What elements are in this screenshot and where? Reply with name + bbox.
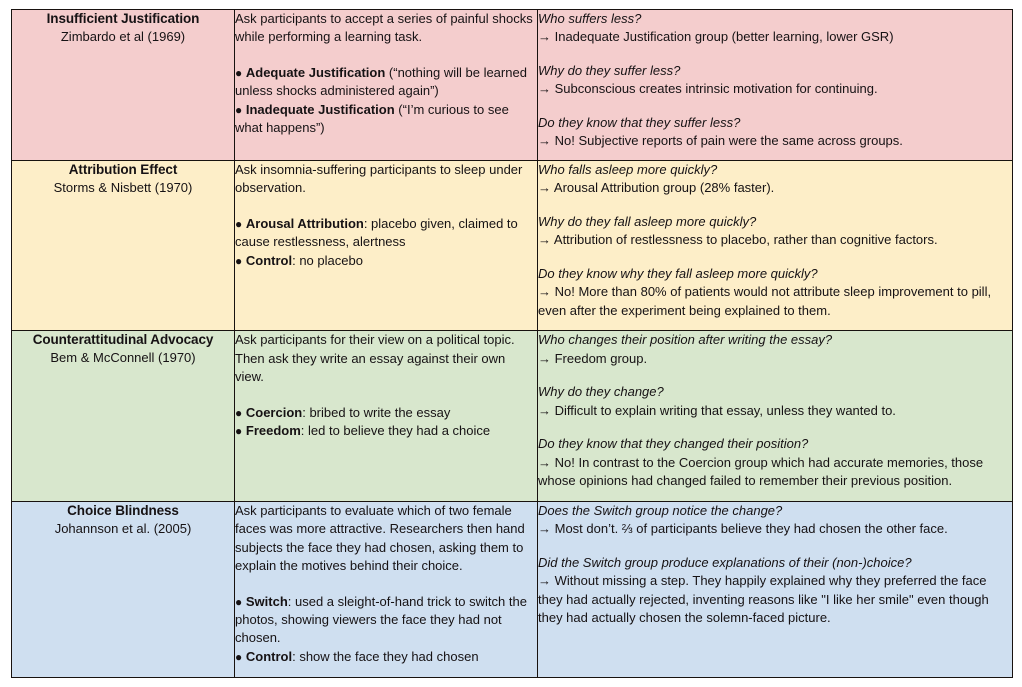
table-body bbox=[12, 10, 1013, 678]
qa-block bbox=[538, 383, 1012, 420]
experiments-comparison-table bbox=[11, 9, 1013, 678]
findings-cell bbox=[538, 331, 1013, 501]
study-citation: Johannson et al. (2005) bbox=[54, 520, 192, 536]
condition-term: Adequate Justification bbox=[245, 64, 386, 80]
qa-block bbox=[538, 502, 1012, 539]
finding-question: Do they know that they suffer less? bbox=[538, 114, 741, 130]
finding-question: Do they know why they fall asleep more quickly? bbox=[538, 265, 818, 281]
study-citation: Zimbardo et al (1969) bbox=[60, 29, 186, 45]
qa-block bbox=[538, 213, 1012, 250]
qa-block bbox=[538, 265, 1012, 320]
finding-answer: → Attribution of restlessness to placebo, rather than cognitive factors. bbox=[538, 232, 938, 248]
comparison-table-container bbox=[11, 9, 1012, 678]
finding-answer: → Freedom group. bbox=[538, 350, 648, 366]
study-label-cell bbox=[12, 10, 235, 161]
finding-question: Why do they fall asleep more quickly? bbox=[538, 213, 757, 229]
finding-question: Who changes their position after writing the essay? bbox=[538, 332, 833, 348]
finding-answer: → No! In contrast to the Coercion group which had accurate memories, those whose opinions had changed failed to remember their previous position. bbox=[538, 454, 984, 488]
method-intro: Ask insomnia-suffering participants to sleep under observation. bbox=[235, 161, 523, 196]
condition-term: Switch bbox=[245, 593, 288, 609]
qa-block bbox=[538, 554, 1012, 628]
method-condition-list bbox=[235, 404, 537, 441]
qa-block bbox=[538, 114, 1012, 151]
list-item bbox=[235, 252, 537, 270]
condition-term: Coercion bbox=[245, 404, 303, 420]
list-item bbox=[235, 101, 537, 138]
method-intro: Ask participants for their view on a political topic. Then ask they write an essay against their own view. bbox=[235, 332, 515, 385]
finding-answer: → No! More than 80% of patients would not attribute sleep improvement to pill, even after the experiment being explained to them. bbox=[538, 284, 992, 318]
finding-answer: → Difficult to explain writing that essay, unless they wanted to. bbox=[538, 402, 896, 418]
condition-term: Arousal Attribution bbox=[245, 215, 364, 231]
finding-answer: → Arousal Attribution group (28% faster). bbox=[538, 180, 775, 196]
finding-question: Do they know that they changed their position? bbox=[538, 436, 809, 452]
condition-detail: : bribed to write the essay bbox=[302, 404, 451, 420]
study-title: Insufficient Justification bbox=[46, 11, 200, 26]
qa-block bbox=[538, 62, 1012, 99]
bullet-icon: ● bbox=[235, 649, 243, 664]
method-intro: Ask participants to accept a series of painful shocks while performing a learning task. bbox=[235, 11, 533, 45]
study-title: Attribution Effect bbox=[68, 161, 178, 177]
study-citation: Storms & Nisbett (1970) bbox=[53, 180, 193, 196]
method-intro: Ask participants to evaluate which of two female faces was more attractive. Researchers then hand subjects the face they had chosen, asking them to explain the motives behind their choice. bbox=[235, 502, 525, 574]
finding-question: Why do they suffer less? bbox=[538, 62, 681, 78]
study-citation: Bem & McConnell (1970) bbox=[50, 350, 196, 366]
study-label-cell bbox=[12, 331, 235, 501]
condition-term: Inadequate Justification bbox=[245, 101, 395, 117]
finding-answer: → No! Subjective reports of pain were the same across groups. bbox=[538, 133, 903, 149]
finding-question: Who suffers less? bbox=[538, 11, 642, 26]
finding-answer: → Most don’t. ⅔ of participants believe they had chosen the other face. bbox=[538, 521, 948, 537]
finding-question: Who falls asleep more quickly? bbox=[538, 161, 718, 177]
method-condition-list bbox=[235, 593, 537, 667]
bullet-icon: ● bbox=[235, 405, 243, 420]
bullet-icon: ● bbox=[235, 65, 243, 80]
findings-cell bbox=[538, 10, 1013, 161]
method-cell bbox=[235, 501, 538, 677]
condition-term: Freedom bbox=[245, 423, 301, 439]
table-row bbox=[12, 331, 1013, 501]
list-item bbox=[235, 422, 537, 440]
study-label-cell bbox=[12, 160, 235, 330]
list-item bbox=[235, 404, 537, 422]
condition-detail: (“nothing will be learned unless shocks administered again”) bbox=[235, 64, 527, 99]
study-title: Counterattitudinal Advocacy bbox=[32, 332, 214, 348]
method-condition-list bbox=[235, 64, 537, 138]
study-title: Choice Blindness bbox=[67, 502, 179, 518]
list-item bbox=[235, 648, 537, 666]
method-cell bbox=[235, 10, 538, 161]
finding-question: Did the Switch group produce explanations of their (non-)choice? bbox=[538, 554, 912, 570]
condition-detail: : no placebo bbox=[292, 252, 363, 268]
table-row bbox=[12, 501, 1013, 677]
list-item bbox=[235, 215, 537, 252]
findings-cell bbox=[538, 160, 1013, 330]
study-label-cell bbox=[12, 501, 235, 677]
qa-block bbox=[538, 435, 1012, 490]
condition-detail: : used a sleight-of-hand trick to switch the photos, showing viewers the face they had not chosen. bbox=[235, 593, 527, 646]
qa-block bbox=[538, 10, 1012, 47]
bullet-icon: ● bbox=[235, 594, 243, 609]
finding-answer: → Inadequate Justification group (better learning, lower GSR) bbox=[538, 29, 894, 45]
method-cell bbox=[235, 160, 538, 330]
finding-question: Why do they change? bbox=[538, 384, 664, 400]
finding-question: Does the Switch group notice the change? bbox=[538, 502, 783, 518]
qa-block bbox=[538, 331, 1012, 368]
condition-detail: : led to believe they had a choice bbox=[300, 423, 491, 439]
table-row bbox=[12, 160, 1013, 330]
condition-detail: (“I’m curious to see what happens”) bbox=[235, 101, 509, 136]
list-item bbox=[235, 593, 537, 648]
condition-term: Control bbox=[245, 648, 293, 664]
condition-detail: : show the face they had chosen bbox=[292, 648, 479, 664]
qa-block bbox=[538, 161, 1012, 198]
table-row bbox=[12, 10, 1013, 161]
findings-cell bbox=[538, 501, 1013, 677]
finding-answer: → Without missing a step. They happily explained why they preferred the face they had actually rejected, inventing reasons like "I like her smile" even though they had actually chosen the solemn-faced picture. bbox=[538, 573, 989, 625]
condition-term: Control bbox=[245, 252, 293, 268]
bullet-icon: ● bbox=[235, 216, 243, 231]
bullet-icon: ● bbox=[235, 102, 243, 117]
bullet-icon: ● bbox=[235, 424, 243, 439]
bullet-icon: ● bbox=[235, 253, 243, 268]
method-condition-list bbox=[235, 215, 537, 270]
condition-detail: : placebo given, claimed to cause restlessness, alertness bbox=[235, 215, 518, 250]
finding-answer: → Subconscious creates intrinsic motivation for continuing. bbox=[538, 81, 878, 97]
list-item bbox=[235, 64, 537, 101]
method-cell bbox=[235, 331, 538, 501]
